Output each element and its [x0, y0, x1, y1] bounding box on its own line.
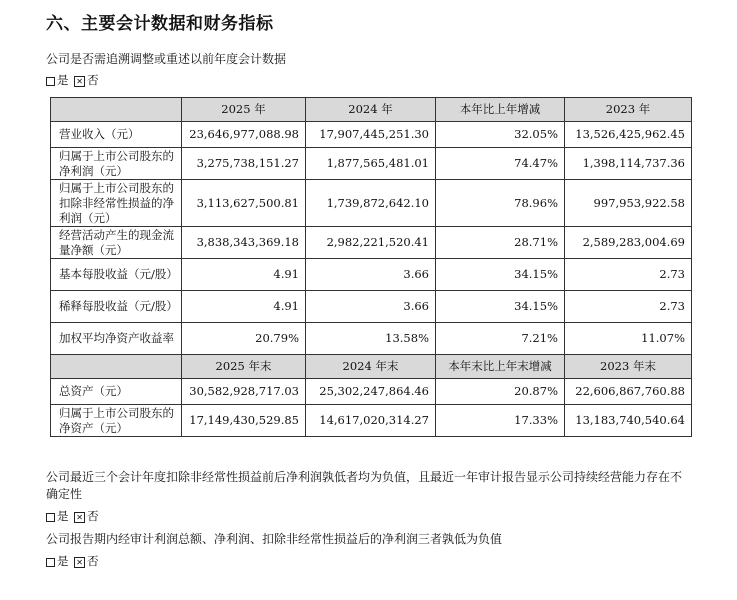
- table-cell: 3,275,738,151.27: [182, 148, 306, 180]
- option-no: 否: [87, 509, 99, 523]
- table-row: [51, 227, 692, 259]
- row-label: 加权平均净资产收益率: [51, 323, 182, 355]
- table-cell: 997,953,922.58: [565, 180, 692, 227]
- header-cell: [51, 355, 182, 379]
- table-cell: 3,838,343,369.18: [182, 227, 306, 259]
- table-cell: 13,183,740,540.64: [565, 405, 692, 437]
- table-cell: 1,398,114,737.36: [565, 148, 692, 180]
- table-row: [51, 122, 692, 148]
- row-label: 经营活动产生的现金流量净额（元）: [51, 227, 182, 259]
- option-no: 否: [87, 73, 99, 87]
- row-label: 稀释每股收益（元/股）: [51, 291, 182, 323]
- table-row: [51, 180, 692, 227]
- unchecked-box-icon[interactable]: [46, 513, 55, 522]
- table-cell: 34.15%: [436, 291, 565, 323]
- row-label: 基本每股收益（元/股）: [51, 259, 182, 291]
- option-yes: 是: [57, 509, 69, 523]
- table-row: [51, 323, 692, 355]
- option-yes: 是: [57, 554, 69, 568]
- checked-box-icon[interactable]: ✕: [74, 76, 85, 87]
- row-label: 归属于上市公司股东的净利润（元）: [51, 148, 182, 180]
- table-cell: 17,149,430,529.85: [182, 405, 306, 437]
- unchecked-box-icon[interactable]: [46, 558, 55, 567]
- table-cell: 20.79%: [182, 323, 306, 355]
- table-row: [51, 259, 692, 291]
- header-cell: 2023 年末: [565, 355, 692, 379]
- table-cell: 2.73: [565, 259, 692, 291]
- table-cell: 78.96%: [436, 180, 565, 227]
- row-label: 总资产（元）: [51, 379, 182, 405]
- checked-box-icon[interactable]: ✕: [74, 512, 85, 523]
- option-yes: 是: [57, 73, 69, 87]
- question-restatement: 公司是否需追溯调整或重述以前年度会计数据: [46, 52, 287, 66]
- header-cell: [51, 98, 182, 122]
- table-row: [51, 291, 692, 323]
- header-cell: 2025 年: [182, 98, 306, 122]
- restatement-choice: [46, 73, 99, 88]
- row-label: 归属于上市公司股东的净资产（元）: [51, 405, 182, 437]
- table-cell: 28.71%: [436, 227, 565, 259]
- table-cell: 3,113,627,500.81: [182, 180, 306, 227]
- table-cell: 20.87%: [436, 379, 565, 405]
- table-cell: 34.15%: [436, 259, 565, 291]
- table-cell: 3.66: [306, 259, 436, 291]
- table-cell: 2,982,221,520.41: [306, 227, 436, 259]
- checked-box-icon[interactable]: ✕: [74, 557, 85, 568]
- table-cell: 14,617,020,314.27: [306, 405, 436, 437]
- row-label: 归属于上市公司股东的扣除非经常性损益的净利润（元）: [51, 180, 182, 227]
- header-cell: 2023 年: [565, 98, 692, 122]
- header-cell: 本年比上年增减: [436, 98, 565, 122]
- question-negative-profit: 公司报告期内经审计利润总额、净利润、扣除非经常性损益后的净利润三者孰低为负值: [46, 532, 503, 546]
- table-row: [51, 379, 692, 405]
- table-cell: 7.21%: [436, 323, 565, 355]
- negative-profit-choice: [46, 554, 99, 569]
- table-row: [51, 405, 692, 437]
- unchecked-box-icon[interactable]: [46, 77, 55, 86]
- table-cell: 11.07%: [565, 323, 692, 355]
- header-cell: 2024 年: [306, 98, 436, 122]
- header-cell: 2025 年末: [182, 355, 306, 379]
- table-cell: 1,739,872,642.10: [306, 180, 436, 227]
- going-concern-choice: [46, 509, 99, 524]
- table-cell: 17,907,445,251.30: [306, 122, 436, 148]
- section-title: 六、主要会计数据和财务指标: [46, 14, 274, 34]
- table-cell: 22,606,867,760.88: [565, 379, 692, 405]
- row-label: 营业收入（元）: [51, 122, 182, 148]
- question-going-concern: 公司最近三个会计年度扣除非经常性损益前后净利润孰低者均为负值，且最近一年审计报告显示公司持续经营能力存在不确定性: [46, 470, 683, 501]
- table-cell: 30,582,928,717.03: [182, 379, 306, 405]
- table-cell: 4.91: [182, 291, 306, 323]
- table-cell: 3.66: [306, 291, 436, 323]
- table-cell: 17.33%: [436, 405, 565, 437]
- financial-indicators-table: [50, 97, 692, 437]
- table-cell: 32.05%: [436, 122, 565, 148]
- table-cell: 1,877,565,481.01: [306, 148, 436, 180]
- header-cell: 2024 年末: [306, 355, 436, 379]
- table-cell: 13.58%: [306, 323, 436, 355]
- table-cell: 4.91: [182, 259, 306, 291]
- option-no: 否: [87, 554, 99, 568]
- table-cell: 2,589,283,004.69: [565, 227, 692, 259]
- table-header-row: [51, 98, 692, 122]
- table-cell: 23,646,977,088.98: [182, 122, 306, 148]
- table-cell: 2.73: [565, 291, 692, 323]
- table-row: [51, 148, 692, 180]
- table-cell: 13,526,425,962.45: [565, 122, 692, 148]
- table-cell: 25,302,247,864.46: [306, 379, 436, 405]
- table-header-row: [51, 355, 692, 379]
- header-cell: 本年末比上年末增减: [436, 355, 565, 379]
- table-cell: 74.47%: [436, 148, 565, 180]
